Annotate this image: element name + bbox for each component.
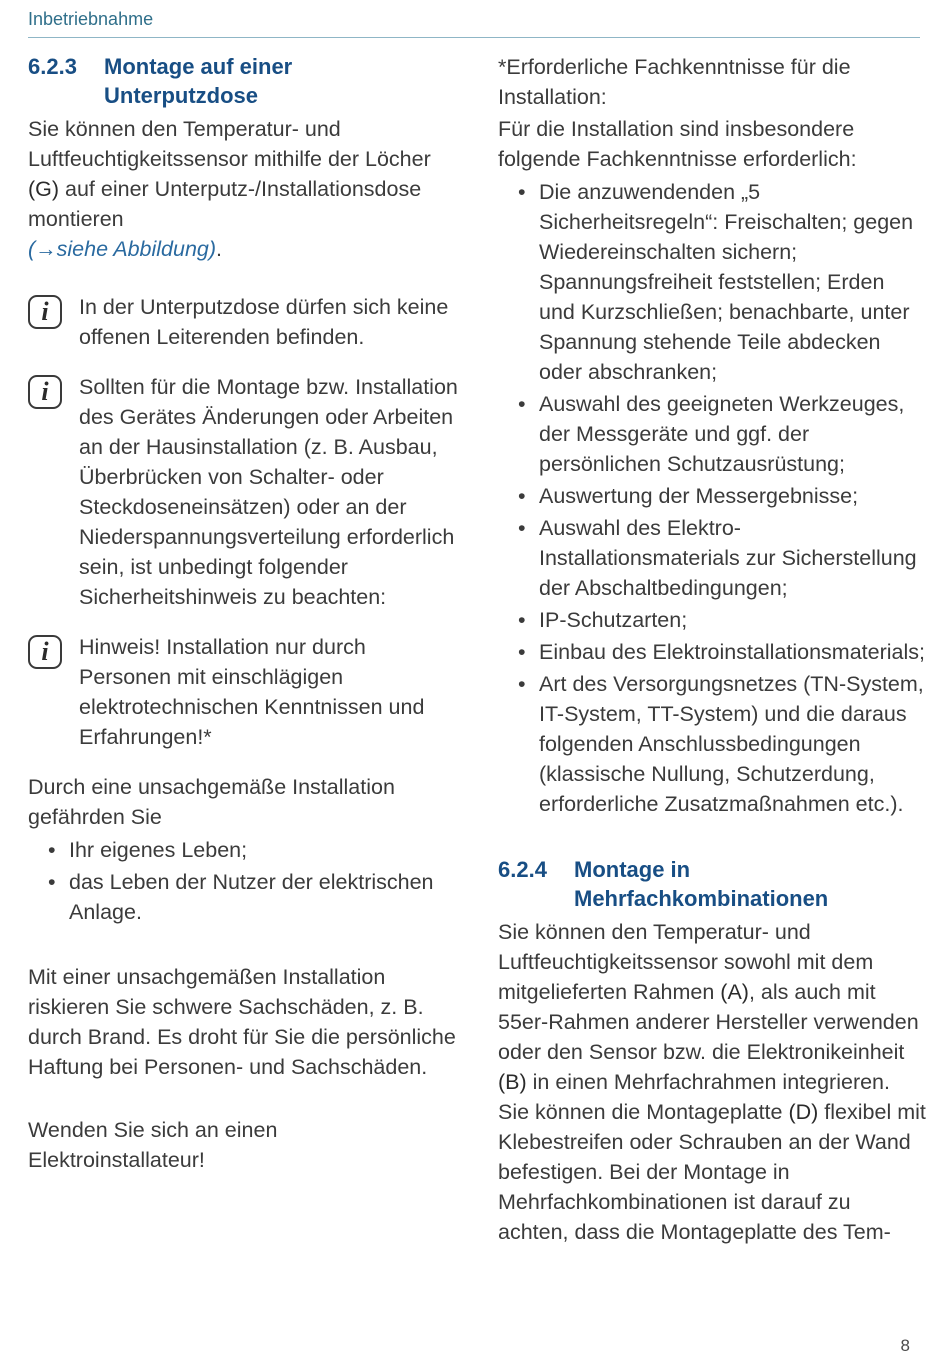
list-item: • Art des Versorgungsnetzes (TN-System, IT-System, TT-System) und die daraus folgenden Anschlussbedingungen (klassische Nullung, Schutzerdung, erforderliche Zusatzmaßnahmen etc.). [498, 669, 926, 819]
contact-paragraph: Wenden Sie sich an einen Elektroinstallateur! [28, 1118, 278, 1172]
intro-paragraph: Sie können den Temperatur- und Luftfeuchtigkeitssensor mithilfe der Löcher (G) auf einer Unterputz-/Installationsdose montieren (→siehe Abbildung). [28, 117, 431, 261]
left-column [28, 52, 458, 1175]
ref-a: (A) [720, 980, 749, 1004]
list-item: • Die anzuwendenden „5 Sicherheitsregeln“: Freischalten; gegen Wiedereinschalten sichern; Spannungsfreiheit feststellen; Erden und Kurzschließen; benachbarte, unter Spannung stehende Teile abdecken oder abschranken; [498, 177, 926, 387]
danger-intro: Durch eine unsachgemäße Installation gefährden Sie [28, 775, 395, 829]
figure-link[interactable]: (→siehe Abbildung) [28, 237, 217, 261]
header-divider [28, 37, 920, 38]
list-item: • IP-Schutzarten; [498, 605, 926, 635]
list-item: • das Leben der Nutzer der elektrischen Anlage. [28, 867, 458, 927]
damage-paragraph: Mit einer unsachgemäßen Installation riskieren Sie schwere Sachschäden, z. B. durch Brand. Es droht für Sie die persönliche Haftung bei Personen- und Sachschäden. [28, 965, 456, 1079]
knowledge-list [498, 177, 926, 819]
running-header: Inbetriebnahme [28, 9, 154, 29]
ref-d: (D) [788, 1100, 819, 1124]
list-item: • Ihr eigenes Leben; [28, 835, 458, 865]
footnote-title: *Erforderliche Fachkenntnisse für die Installation: [498, 55, 851, 109]
right-column [498, 52, 926, 1247]
info-note-1 [28, 292, 458, 352]
info-text: In der Unterputzdose dürfen sich keine offenen Leiterenden befinden. [79, 295, 449, 349]
info-text: Sollten für die Montage bzw. Installation des Gerätes Änderungen oder Arbeiten an der Hausinstallation (z. B. Ausbau, Überbrücken von Schalter- oder Steckdoseneinsätzen) oder an der Niederspannungsverteilung erforderlich sein, ist unbedingt folgender Sicherheitshinweis zu beachten: [79, 375, 458, 609]
combo-paragraph: Sie können den Temperatur- und Luftfeuchtigkeitssensor sowohl mit dem mitgelieferten Rahmen (A), als auch mit 55er-Rahmen anderer Hersteller verwenden oder den Sensor bzw. die Elektronikeinheit (B) in einen Mehrfachrahmen integrieren. Sie können die Montageplatte (D) flexibel mit Klebestreifen oder Schrauben an der Wand befestigen. Bei der Montage in Mehrfachkombinationen ist darauf zu achten, dass die Montageplatte des Tem- [498, 920, 926, 1244]
list-item: • Auswahl des Elektro-Installationsmaterials zur Sicherstellung der Abschaltbedingungen; [498, 513, 926, 603]
info-text: Hinweis! Installation nur durch Personen mit einschlägigen elektrotechnischen Kenntnissen und Erfahrungen!* [79, 635, 425, 749]
info-icon: i [28, 375, 62, 409]
info-note-3 [28, 632, 458, 752]
list-item: • Einbau des Elektroinstallationsmaterials; [498, 637, 926, 667]
section-title: Montage auf einer Unterputzdose [104, 54, 293, 108]
knowledge-intro: Für die Installation sind insbesondere folgende Fachkenntnisse erforderlich: [498, 117, 857, 171]
section-number: 6.2.4 [498, 857, 547, 882]
list-item: • Auswahl des geeigneten Werkzeuges, der Messgeräte und ggf. der persönlichen Schutzausrüstung; [498, 389, 926, 479]
page-number: 8 [900, 1336, 910, 1355]
info-icon: i [28, 295, 62, 329]
section-heading-6-2-3 [28, 52, 458, 110]
section-title: Montage in Mehrfachkombinationen [574, 857, 829, 911]
info-note-2 [28, 372, 458, 612]
ref-g: (G) [28, 177, 60, 201]
list-item: • Auswertung der Messergebnisse; [498, 481, 926, 511]
info-icon: i [28, 635, 62, 669]
danger-list [28, 835, 458, 927]
section-number: 6.2.3 [28, 54, 77, 79]
section-heading-6-2-4 [498, 855, 926, 913]
ref-b: (B) [498, 1070, 527, 1094]
